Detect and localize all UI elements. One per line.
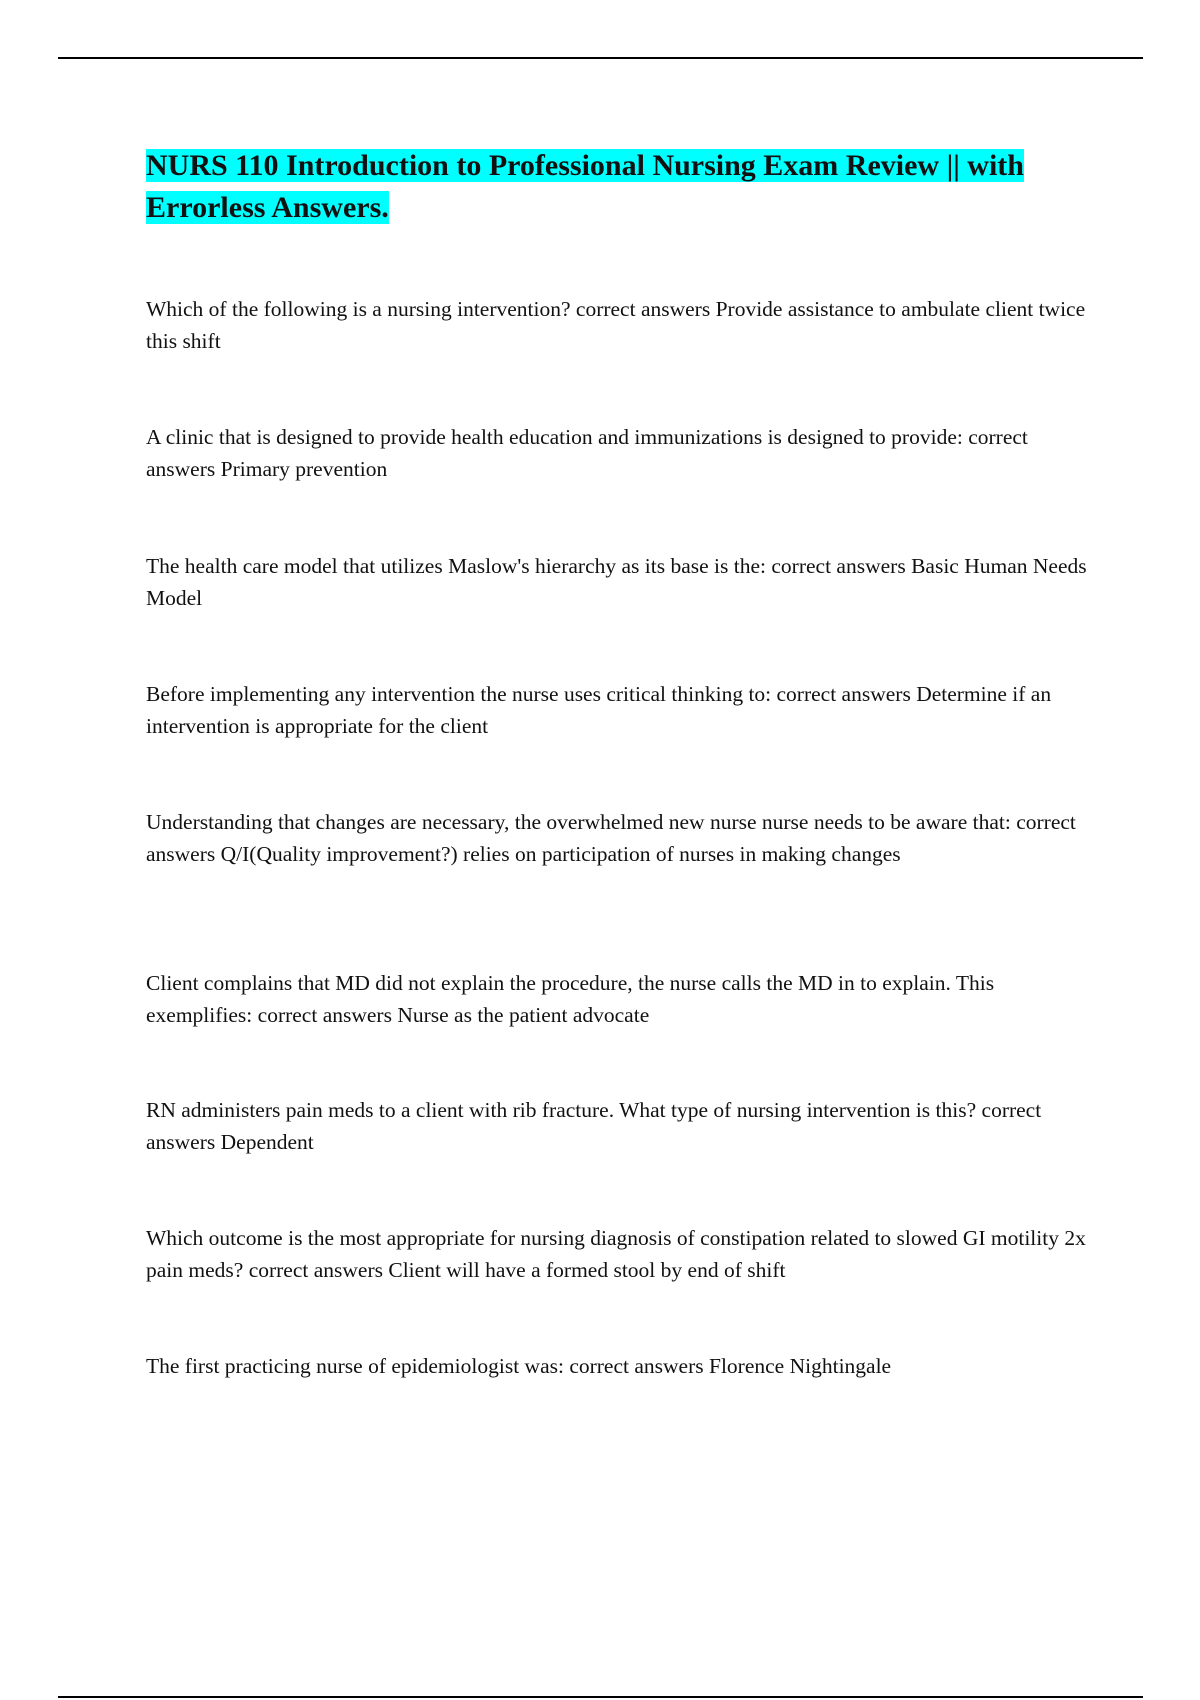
qa-item-4: Before implementing any intervention the nurse uses critical thinking to: correct answers Determine if an intervention is appropriate for the client [146, 682, 1052, 738]
title-highlight: NURS 110 Introduction to Professional Nursing Exam Review || with Errorless Answers. [146, 149, 1024, 224]
qa-item-2: A clinic that is designed to provide health education and immunizations is designed to provide: correct answers Primary prevention [146, 425, 1028, 481]
qa-item-7: RN administers pain meds to a client with rib fracture. What type of nursing intervention is this? correct answers Dependent [146, 1098, 1042, 1154]
qa-item-9: The first practicing nurse of epidemiologist was: correct answers Florence Nightingale [146, 1354, 892, 1378]
top-rule [58, 57, 1143, 59]
qa-item-1: Which of the following is a nursing intervention? correct answers Provide assistance to ambulate client twice this shift [146, 297, 1086, 353]
qa-item-6: Client complains that MD did not explain the procedure, the nurse calls the MD in to explain. This exemplifies: correct answers Nurse as the patient advocate [146, 971, 995, 1027]
bottom-rule [58, 1696, 1143, 1698]
qa-item-5: Understanding that changes are necessary, the overwhelmed new nurse nurse needs to be aware that: correct answers Q/I(Quality improvement?) relies on participation of nurses in making changes [146, 810, 1076, 866]
document-body [146, 145, 1096, 1378]
qa-item-8: Which outcome is the most appropriate for nursing diagnosis of constipation related to slowed GI motility 2x pain meds? correct answers Client will have a formed stool by end of shift [146, 1226, 1086, 1282]
document-title [146, 145, 1096, 229]
qa-item-3: The health care model that utilizes Maslow's hierarchy as its base is the: correct answers Basic Human Needs Model [146, 554, 1087, 610]
